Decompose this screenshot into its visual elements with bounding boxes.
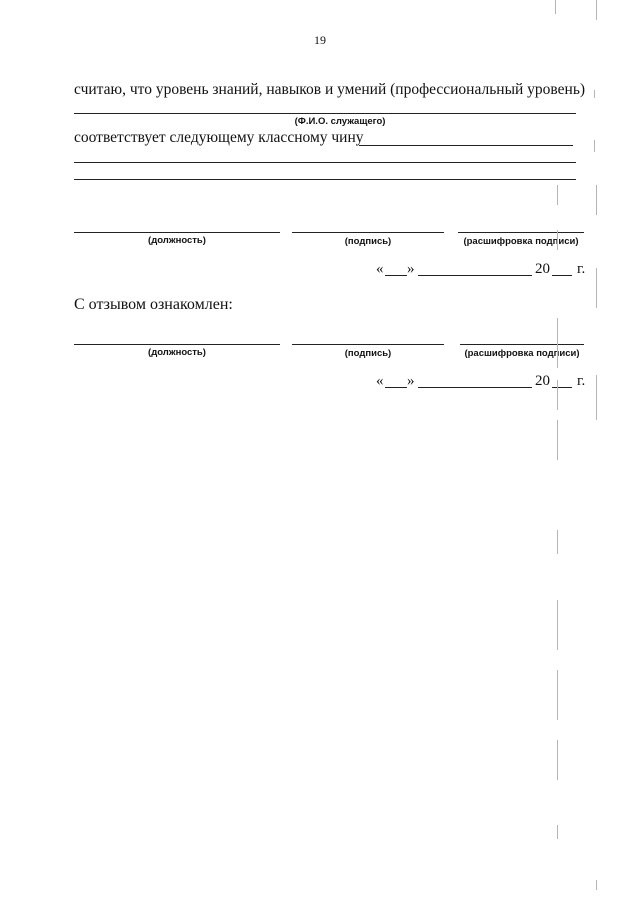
scan-mark	[596, 880, 597, 890]
scan-mark	[596, 185, 597, 215]
date-open-quote: «	[376, 261, 384, 277]
scan-mark	[557, 825, 558, 839]
date-month-line-2	[418, 387, 532, 388]
signature-decode-caption-2: (расшифровка подписи)	[464, 348, 580, 359]
class-rank-line	[359, 145, 573, 146]
date-day-line-2	[385, 387, 407, 388]
signature-decode-line-2	[460, 344, 584, 345]
page-number: 19	[314, 33, 326, 47]
scan-mark	[594, 140, 595, 152]
date-year-suffix: г.	[577, 261, 586, 277]
position-caption-2: (должность)	[148, 347, 206, 358]
signature-caption: (подпись)	[344, 236, 392, 247]
scan-mark	[596, 375, 597, 420]
class-rank-statement: соответствует следующему классному чину	[74, 129, 364, 146]
blank-line-1	[74, 162, 576, 163]
signature-caption-2: (подпись)	[344, 348, 392, 359]
date-year-prefix: 20	[535, 261, 550, 277]
scan-mark	[557, 318, 558, 368]
date-year-line-2	[552, 387, 572, 388]
scan-mark	[557, 670, 558, 720]
scan-mark	[557, 740, 558, 780]
date-day-line	[385, 275, 407, 276]
scan-mark	[555, 0, 556, 14]
review-heading: С отзывом ознакомлен:	[74, 296, 233, 313]
scan-mark	[594, 90, 595, 98]
date-year-prefix-2: 20	[535, 373, 550, 389]
date-year-line	[552, 275, 572, 276]
employee-name-line	[74, 113, 576, 114]
position-caption: (должность)	[148, 235, 206, 246]
scan-mark	[557, 600, 558, 650]
scan-mark	[557, 380, 558, 410]
date-open-quote-2: «	[376, 373, 384, 389]
date-month-line	[418, 275, 532, 276]
scan-mark	[557, 230, 558, 250]
date-close-quote: »	[407, 261, 415, 277]
signature-decode-caption: (расшифровка подписи)	[463, 236, 579, 247]
position-line-2	[74, 344, 280, 345]
position-line	[74, 232, 280, 233]
scan-mark	[557, 420, 558, 460]
scan-mark	[557, 185, 558, 205]
date-year-suffix-2: г.	[577, 373, 586, 389]
signature-decode-line	[458, 232, 584, 233]
scan-mark	[596, 268, 597, 308]
date-close-quote-2: »	[407, 373, 415, 389]
scan-mark	[557, 530, 558, 554]
scan-mark	[596, 0, 597, 20]
employee-name-caption: (Ф.И.О. служащего)	[294, 116, 386, 127]
signature-line	[292, 232, 444, 233]
blank-line-2	[74, 179, 576, 180]
assessment-statement: считаю, что уровень знаний, навыков и умений (профессиональный уровень)	[74, 81, 586, 98]
signature-line-2	[292, 344, 444, 345]
